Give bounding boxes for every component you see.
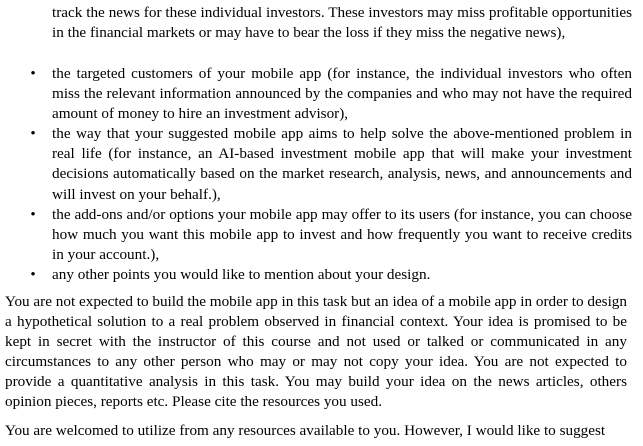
continuation-text: track the news for these individual investors. These investors may miss profitable opportunities in the financial markets or may have to bear the loss if they miss the negative news),	[52, 4, 632, 42]
body-paragraph: You are welcomed to utilize from any resources available to you. However, I would like to suggest	[5, 422, 606, 439]
bullet-icon: •	[30, 265, 36, 283]
list-item	[0, 205, 632, 265]
list-item-text: any other points you would like to mention about your design.	[52, 265, 431, 283]
list-item-text: the targeted customers of your mobile app (for instance, the individual investors who often miss the relevant information announced by the companies and who may not have the required amount of money to hire an investment advisor),	[52, 65, 632, 123]
list-item-text: the way that your suggested mobile app aims to help solve the above-mentioned problem in real life (for instance, an AI-based investment mobile app that will make your investment decisions automatically based on the market research, analysis, news, and announcements and will invest on your behalf.),	[52, 125, 632, 203]
bullet-icon: •	[30, 65, 36, 82]
list-item	[0, 64, 632, 124]
list-item	[0, 124, 632, 204]
body-paragraph: You are not expected to build the mobile app in this task but an idea of a mobile app in order to design a hypothetical solution to a real problem observed in financial context. Your idea is promised to be kept in secret with the instructor of this course and not used or talked or communicated in any circumstances to any other person who may or may not copy your idea. You are not expected to provide a quantitative analysis in this task. You may build your idea on the news articles, others opinion pieces, reports etc. Please cite the resources you used.	[5, 293, 627, 411]
bullet-icon: •	[30, 125, 36, 143]
list-item	[0, 265, 632, 285]
bullet-icon: •	[30, 205, 36, 223]
bullet-list	[0, 64, 632, 285]
list-item-text: the add-ons and/or options your mobile app may offer to its users (for instance, you can choose how much you want this mobile app to invest and how frequently you want to receive credits in your account.),	[52, 205, 632, 263]
